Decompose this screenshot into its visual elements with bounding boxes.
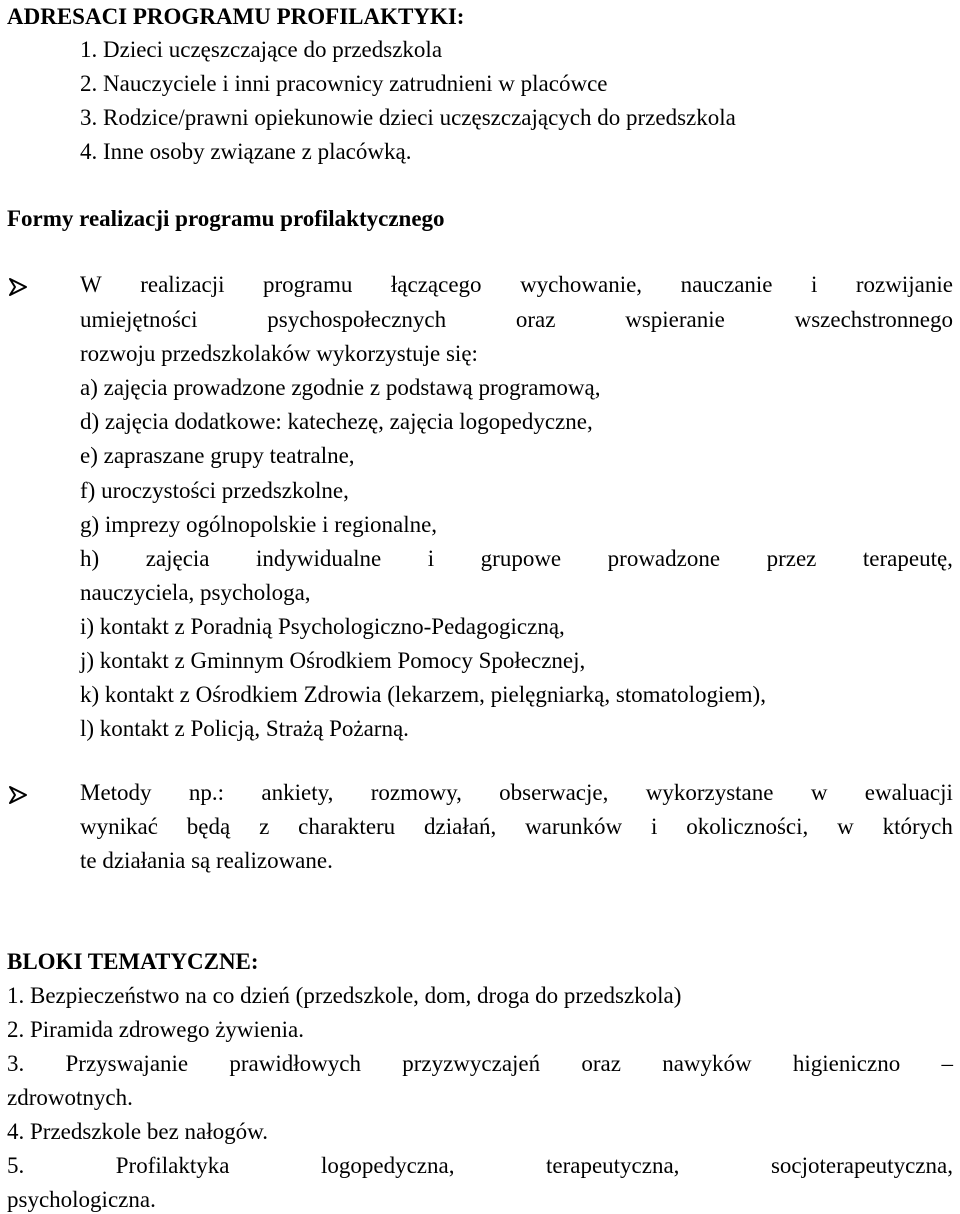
formy-paragraph-line: [80, 308, 953, 331]
formy-paragraph-line: rozwoju przedszkolaków wykorzystuje się:: [80, 341, 478, 366]
word: terapeutę,: [862, 546, 953, 571]
word: z: [259, 814, 270, 839]
forma-item: d) zajęcia dodatkowe: katechezę, zajęcia logopedyczne,: [80, 409, 593, 434]
word: realizacji: [140, 272, 225, 297]
word: grupowe: [480, 546, 562, 571]
word: socjoterapeutyczna,: [770, 1153, 953, 1178]
word: warunków: [525, 814, 623, 839]
word: wszechstronnego: [794, 307, 953, 332]
word: i: [811, 272, 818, 297]
word: wspieranie: [625, 307, 725, 332]
word: i: [651, 814, 658, 839]
word: zajęcia: [145, 546, 210, 571]
word: h): [80, 546, 100, 571]
word: higieniczno: [792, 1051, 901, 1076]
word: prawidłowych: [229, 1051, 361, 1076]
word: łączącego: [390, 272, 482, 297]
word: logopedyczna,: [320, 1153, 455, 1178]
word: wynikać: [80, 814, 158, 839]
forma-item: e) zapraszane grupy teatralne,: [80, 443, 355, 468]
word: w: [837, 814, 854, 839]
formy-heading: Formy realizacji programu profilaktycznego: [7, 206, 445, 231]
blok-item-continuation: zdrowotnych.: [7, 1085, 133, 1110]
word: 5.: [7, 1153, 25, 1178]
word: w: [810, 780, 828, 805]
word: prowadzone: [607, 546, 721, 571]
forma-item: j) kontakt z Gminnym Ośrodkiem Pomocy Społecznej,: [80, 648, 586, 673]
forma-item: [80, 547, 953, 570]
word: indywidualne: [256, 546, 382, 571]
word: przyzwyczajeń: [402, 1051, 541, 1076]
word: rozwijanie: [855, 272, 953, 297]
blok-item: [7, 1052, 953, 1075]
word: nawyków: [662, 1051, 752, 1076]
word: programu: [262, 272, 353, 297]
forma-item: l) kontakt z Policją, Strażą Pożarną.: [80, 716, 409, 741]
blok-item: 4. Przedszkole bez nałogów.: [7, 1119, 269, 1144]
forma-item: g) imprezy ogólnopolskie i regionalne,: [80, 512, 438, 537]
forma-item: a) zajęcia prowadzone zgodnie z podstawą programową,: [80, 375, 601, 400]
word: ankiety,: [261, 780, 334, 805]
word: psychospołecznych: [267, 307, 447, 332]
forma-item-continuation: nauczyciela, psychologa,: [80, 580, 311, 605]
blok-item-continuation: psychologiczna.: [7, 1187, 156, 1212]
word: oraz: [581, 1051, 621, 1076]
word: –: [941, 1051, 953, 1076]
word: wychowanie,: [520, 272, 643, 297]
word: i: [427, 546, 435, 571]
word: obserwacje,: [499, 780, 609, 805]
adresaci-item: 3. Rodzice/prawni opiekunowie dzieci uczęszczających do przedszkola: [80, 105, 736, 130]
bloki-heading: BLOKI TEMATYCZNE:: [7, 949, 259, 974]
forma-item: i) kontakt z Poradnią Psychologiczno-Pedagogiczną,: [80, 614, 565, 639]
adresaci-heading: ADRESACI PROGRAMU PROFILAKTYKI:: [7, 4, 465, 29]
word: których: [882, 814, 953, 839]
word: Metody: [80, 780, 152, 805]
word: terapeutyczna,: [545, 1153, 680, 1178]
word: ewaluacji: [864, 780, 953, 805]
word: okoliczności,: [686, 814, 809, 839]
metody-paragraph-line: [80, 815, 953, 838]
word: oraz: [515, 307, 556, 332]
word: Przyswajanie: [65, 1051, 189, 1076]
word: W: [80, 272, 102, 297]
word: charakteru: [298, 814, 396, 839]
word: przez: [766, 546, 817, 571]
word: nauczanie: [680, 272, 773, 297]
forma-item: k) kontakt z Ośrodkiem Zdrowia (lekarzem, pielęgniarką, stomatologiem),: [80, 682, 766, 707]
forma-item: f) uroczystości przedszkolne,: [80, 478, 349, 503]
word: np.:: [188, 780, 225, 805]
formy-paragraph-line: [80, 273, 953, 296]
adresaci-item: 2. Nauczyciele i inni pracownicy zatrudnieni w placówce: [80, 71, 608, 96]
word: działań,: [424, 814, 497, 839]
word: Profilaktyka: [115, 1153, 230, 1178]
adresaci-item: 1. Dzieci uczęszczające do przedszkola: [80, 37, 443, 62]
metody-paragraph-line: te działania są realizowane.: [80, 848, 333, 873]
arrow-bullet-icon: [7, 276, 29, 298]
blok-item: 2. Piramida zdrowego żywienia.: [7, 1017, 304, 1042]
word: wykorzystane: [645, 780, 774, 805]
metody-paragraph-line: [80, 781, 953, 804]
word: będą: [186, 814, 231, 839]
word: 3.: [7, 1051, 25, 1076]
word: umiejętności: [80, 307, 198, 332]
word: rozmowy,: [370, 780, 462, 805]
blok-item: [7, 1154, 953, 1177]
arrow-bullet-icon: [7, 784, 29, 806]
blok-item: 1. Bezpieczeństwo na co dzień (przedszkole, dom, droga do przedszkola): [7, 983, 682, 1008]
adresaci-item: 4. Inne osoby związane z placówką.: [80, 139, 412, 164]
